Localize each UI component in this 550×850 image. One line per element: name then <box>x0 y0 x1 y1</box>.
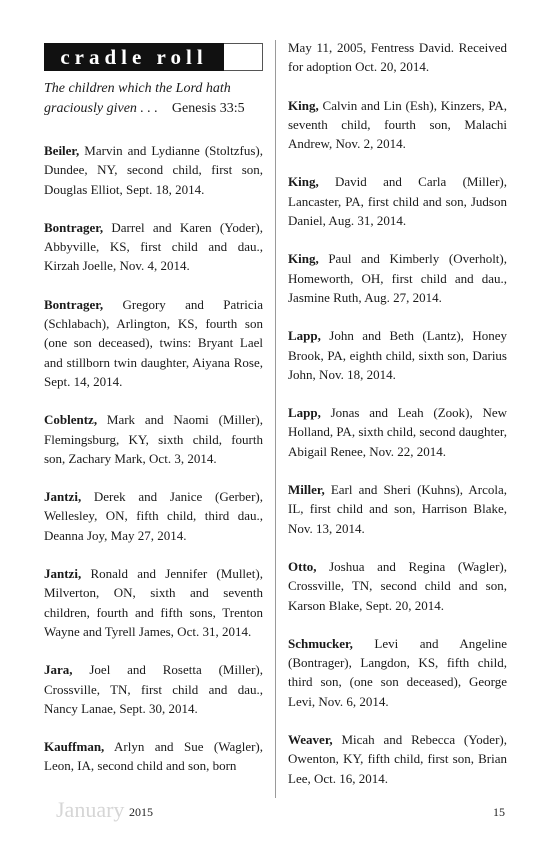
entry-text: Micah and Rebecca (Yoder), Owenton, KY, fifth child, first son, Brian Lee, Oct. 16, 2014. <box>288 732 507 786</box>
family-name: Beiler, <box>44 143 80 158</box>
birth-entry <box>288 249 507 307</box>
section-banner <box>44 43 263 71</box>
entry-text: Mark and Naomi (Miller), Flemingsburg, KY, sixth child, fourth son, Zachary Mark, Oct. 3, 2014. <box>44 412 263 466</box>
entry-text: Paul and Kimberly (Overholt), Homeworth, OH, first child and dau., Jasmine Ruth, Aug. 27, 2014. <box>288 251 507 305</box>
birth-entry <box>44 564 263 641</box>
entry-text: Marvin and Lydianne (Stoltzfus), Dundee, NY, second child, first son, Douglas Elliot, Sept. 18, 2014. <box>44 143 263 197</box>
page-number: 15 <box>493 805 505 819</box>
family-name: Bontrager, <box>44 296 104 312</box>
banner-extension <box>224 43 263 71</box>
column-divider <box>275 40 276 798</box>
family-name: Jara, <box>44 662 73 678</box>
birth-entry <box>44 487 263 545</box>
family-name: Bontrager, <box>44 219 104 235</box>
entry-text: Joel and Rosetta (Miller), Crossville, TN, first child and dau., Nancy Lanae, Sept. 30, 2014. <box>44 662 263 716</box>
family-name: Lapp, <box>288 405 321 421</box>
family-name: Jantzi, <box>44 566 82 582</box>
family-name: Weaver, <box>288 732 333 748</box>
family-name: Coblentz, <box>44 412 98 428</box>
birth-entry <box>44 660 263 718</box>
entry-text: Derek and Janice (Gerber), Wellesley, ON, fifth child, third dau., Deanna Joy, May 27, 2014. <box>44 489 263 543</box>
left-column <box>44 43 263 776</box>
birth-entry <box>288 403 507 461</box>
birth-entry <box>44 737 263 776</box>
entry-text: Calvin and Lin (Esh), Kinzers, PA, seventh child, fourth son, Malachi Andrew, Nov. 2, 2014. <box>288 97 507 152</box>
family-name: Lapp, <box>288 328 321 344</box>
family-name: Jantzi, <box>44 489 82 505</box>
continued-entry-text: May 11, 2005, Fentress David. Received for adoption Oct. 20, 2014. <box>288 40 507 75</box>
entry-text: Ronald and Jennifer (Mullet), Milverton, ON, sixth and seventh children, fourth and fifth sons, Trenton Wayne and Tyrell James, Oct. 31, 2014. <box>44 566 263 639</box>
family-name: Kauffman, <box>44 739 105 755</box>
birth-entry <box>288 634 507 711</box>
birth-entry <box>44 141 263 199</box>
birth-entry <box>288 96 507 154</box>
family-name: Otto, <box>288 558 317 574</box>
entry-text: Earl and Sheri (Kuhns), Arcola, IL, first child and son, Harrison Blake, Nov. 13, 2014. <box>288 482 507 536</box>
family-name: King, <box>288 251 319 267</box>
entry-text: Jonas and Leah (Zook), New Holland, PA, sixth child, second daughter, Abigail Renee, Nov. 22, 2014. <box>288 405 507 459</box>
birth-entry <box>44 295 263 391</box>
scripture-reference: Genesis 33:5 <box>171 101 245 116</box>
birth-entry <box>44 410 263 468</box>
family-name: Miller, <box>288 482 325 498</box>
entry-text: Darrel and Karen (Yoder), Abbyville, KS, first child and dau., Kirzah Joelle, Nov. 4, 2014. <box>44 219 263 274</box>
scripture-quote <box>44 79 263 119</box>
right-column <box>288 38 507 788</box>
birth-entry <box>288 557 507 615</box>
entry-text: David and Carla (Miller), Lancaster, PA, first child and son, Judson Daniel, Aug. 31, 2014. <box>288 174 507 229</box>
birth-entry <box>288 326 507 384</box>
section-title: cradle roll <box>44 43 224 71</box>
birth-entry <box>44 218 263 276</box>
birth-entry <box>288 730 507 788</box>
family-name: Schmucker, <box>288 635 353 651</box>
entry-text: Arlyn and Sue (Wagler), Leon, IA, second child and son, born <box>44 739 263 774</box>
footer-year: 2015 <box>129 805 153 819</box>
footer-month: January <box>56 797 125 822</box>
left-entries <box>44 141 263 776</box>
family-name: King, <box>288 174 319 190</box>
entry-text: Levi and Angeline (Bontrager), Langdon, KS, fifth child, third son, (one son deceased), George Levi, Nov. 6, 2014. <box>288 635 507 709</box>
entry-text: Gregory and Patricia (Schlabach), Arlington, KS, fourth son (one son deceased), twins: Bryant Lael and stillborn twin daughter, Aiyana Rose, Sept. 14, 2014. <box>44 296 263 389</box>
entry-text: Joshua and Regina (Wagler), Crossville, TN, second child and son, Karson Blake, Sept. 20, 2014. <box>288 558 507 613</box>
scripture-text: The children which the Lord hath graciously given . . . <box>44 81 231 116</box>
birth-entry <box>288 172 507 230</box>
entry-text: John and Beth (Lantz), Honey Brook, PA, eighth child, sixth son, Darius John, Nov. 18, 2014. <box>288 328 507 382</box>
family-name: King, <box>288 97 319 113</box>
birth-entry <box>288 480 507 538</box>
